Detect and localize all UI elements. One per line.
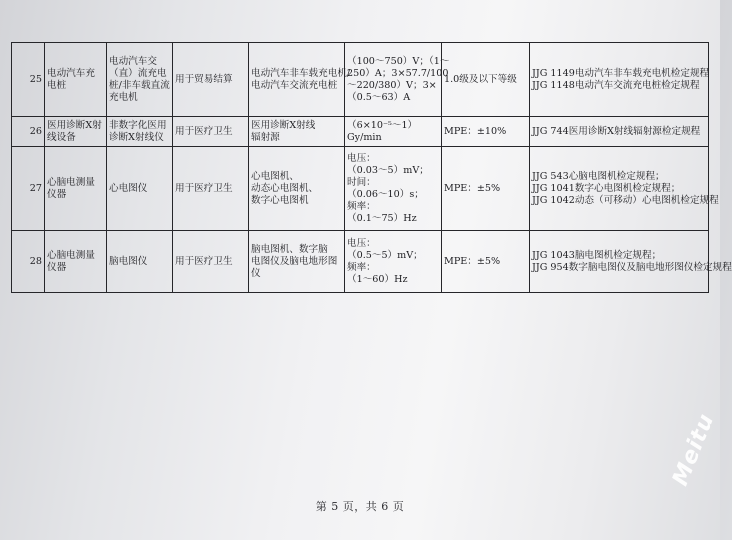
calibration-procedures-line: JJG 1148电动汽车交流充电桩检定规程 <box>532 79 700 91</box>
accuracy-grade: MPE：±5% <box>442 147 530 231</box>
test-object <box>249 43 351 117</box>
row-number: 28 <box>12 231 45 293</box>
usage-field: 用于医疗卫生 <box>173 117 249 147</box>
measurement-range-line: （6×10⁻⁵～1） <box>347 119 418 131</box>
calibration-procedures-line: JJG 954数字脑电图仪及脑电地形图仪检定规程 <box>532 261 732 273</box>
table-row <box>12 231 709 293</box>
test-object-line: 辐射源 <box>251 131 280 143</box>
test-object-line: 脑电图机、数字脑 <box>251 243 328 255</box>
instrument-name: 电动汽车交（直）流充电桩/非车载直流充电机 <box>107 43 173 117</box>
table-row <box>12 147 709 231</box>
test-object <box>249 117 345 147</box>
measurement-range-line: （0.1～75）Hz <box>347 212 417 224</box>
accuracy-grade: MPE：±10% <box>442 117 530 147</box>
instrument-name: 非数字化医用诊断X射线仪 <box>107 117 173 147</box>
measurement-range <box>345 231 442 293</box>
calibration-procedures <box>530 231 732 293</box>
calibration-procedures-line: JJG 1149电动汽车非车载充电机检定规程 <box>532 67 710 79</box>
calibration-procedures-line: JJG 543心脑电图机检定规程； <box>532 170 665 182</box>
table-row <box>12 117 709 147</box>
measurement-range-line: ～220/380）V；3× <box>347 79 437 91</box>
instrument-category: 医用诊断X射线设备 <box>45 117 107 147</box>
calibration-procedures-line: JJG 744医用诊断X射线辐射源检定规程 <box>532 125 701 137</box>
watermark-logo: Meitu <box>668 409 720 490</box>
measurement-range-line: 250）A；3×57.7/100 <box>347 67 449 79</box>
measurement-range-line: （0.06～10）s； <box>347 188 424 200</box>
measurement-range <box>345 43 450 117</box>
measurement-range-line: 时间： <box>347 176 376 188</box>
metrology-table <box>11 42 732 293</box>
instrument-category: 电动汽车充电桩 <box>45 43 107 117</box>
measurement-range-line: 频率： <box>347 261 376 273</box>
measurement-range-line: Gy/min <box>347 131 382 143</box>
usage-field: 用于贸易结算 <box>173 43 249 117</box>
calibration-procedures <box>530 147 719 231</box>
calibration-procedures <box>530 117 709 147</box>
test-object-line: 心电图机、 <box>251 170 299 182</box>
measurement-range-line: 频率： <box>347 200 376 212</box>
test-object-line: 电动汽车交流充电桩 <box>251 79 338 91</box>
measurement-range <box>345 117 442 147</box>
test-object-line: 电动汽车非车载充电机/ <box>251 67 351 79</box>
test-object-line: 动态心电图机、 <box>251 182 319 194</box>
table-body <box>12 43 732 293</box>
row-number: 26 <box>12 117 45 147</box>
test-object-line: 仪 <box>251 267 261 279</box>
row-number: 27 <box>12 147 45 231</box>
measurement-range-line: （0.03～5）mV； <box>347 164 429 176</box>
calibration-procedures <box>530 43 709 117</box>
usage-field: 用于医疗卫生 <box>173 147 249 231</box>
measurement-range-line: （0.5～63）A <box>347 91 411 103</box>
test-object <box>249 147 345 231</box>
instrument-name: 心电图仪 <box>107 147 173 231</box>
instrument-name: 脑电图仪 <box>107 231 173 293</box>
test-object-line: 电图仪及脑电地形图 <box>251 255 338 267</box>
calibration-procedures-line: JJG 1042动态（可移动）心电图机检定规程 <box>532 194 719 206</box>
row-number: 25 <box>12 43 45 117</box>
accuracy-grade: MPE：±5% <box>442 231 530 293</box>
instrument-category: 心脑电测量仪器 <box>45 231 107 293</box>
measurement-range-line: （0.5～5）mV； <box>347 249 423 261</box>
measurement-range-line: （1～60）Hz <box>347 273 408 285</box>
measurement-range-line: （100～750）V；（1～ <box>347 55 450 67</box>
calibration-procedures-line: JJG 1043脑电图机检定规程； <box>532 249 662 261</box>
measurement-range <box>345 147 442 231</box>
measurement-range-line: 电压： <box>347 152 376 164</box>
instrument-category: 心脑电测量仪器 <box>45 147 107 231</box>
calibration-procedures-line: JJG 1041数字心电图机检定规程； <box>532 182 681 194</box>
measurement-range-line: 电压： <box>347 237 376 249</box>
accuracy-grade: 1.0级及以下等级 <box>442 43 530 117</box>
page-footer: 第 5 页，共 6 页 <box>315 500 405 513</box>
test-object <box>249 231 345 293</box>
table-row <box>12 43 709 117</box>
usage-field: 用于医疗卫生 <box>173 231 249 293</box>
test-object-line: 医用诊断X射线 <box>251 119 316 131</box>
test-object-line: 数字心电图机 <box>251 194 309 206</box>
